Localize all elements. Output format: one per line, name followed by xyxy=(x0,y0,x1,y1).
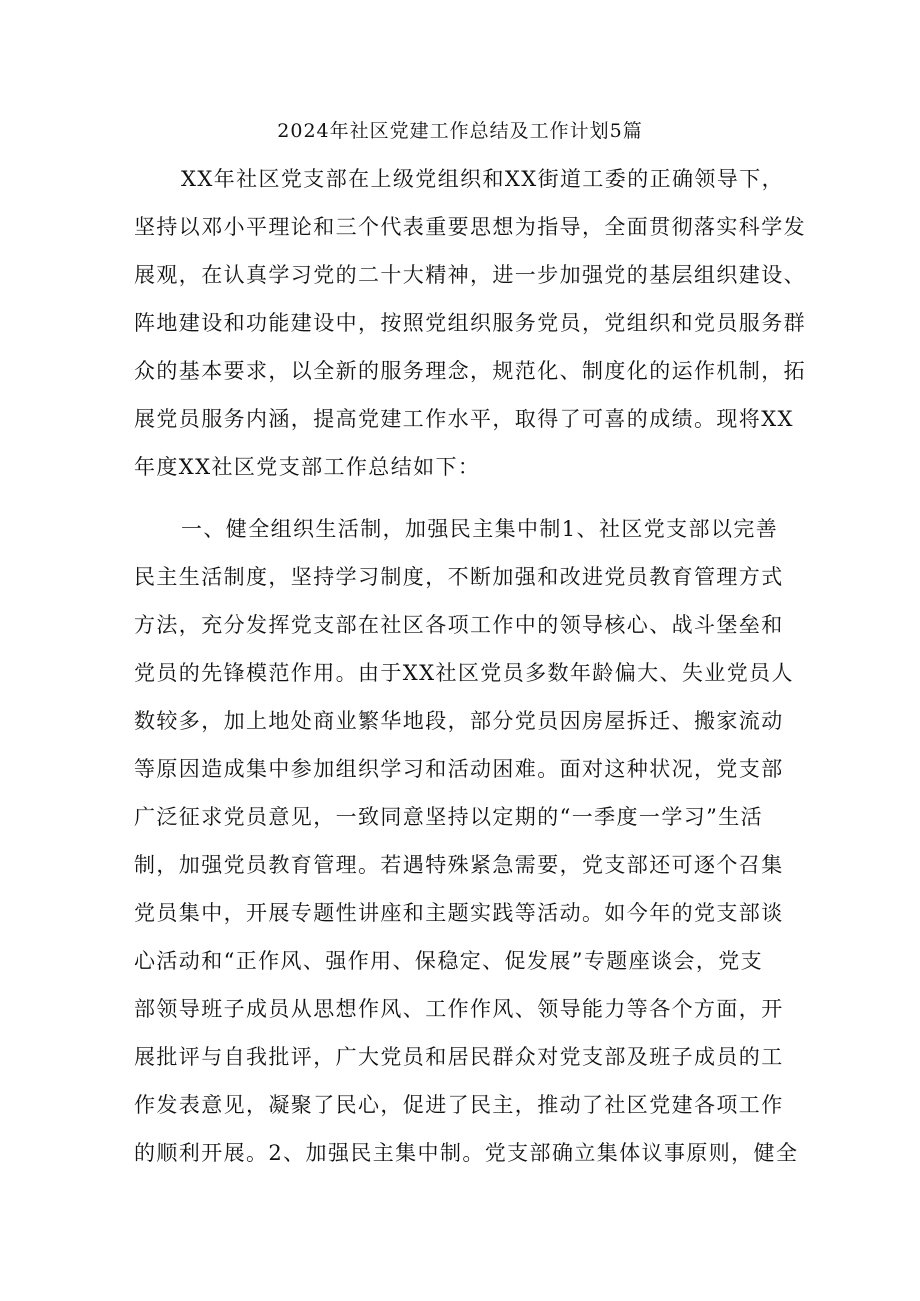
text-line: 阵地建设和功能建设中，按照党组织服务党员，党组织和党员服务群 xyxy=(134,311,806,335)
text-line: 广泛征求党员意见，一致同意坚持以定期的“一季度一学习”生活 xyxy=(134,805,764,829)
text-line: 坚持以邓小平理论和三个代表重要思想为指导，全面贯彻落实科学发 xyxy=(134,215,806,239)
text-line: 民主生活制度，坚持学习制度，不断加强和改进党员教育管理方式 xyxy=(134,565,784,589)
text-line: 年度XX社区党支部工作总结如下： xyxy=(134,455,481,479)
document-title: 2024年社区党建工作总结及工作计划5篇 xyxy=(277,120,643,142)
text-line: 展批评与自我批评，广大党员和居民群众对党支部及班子成员的工 xyxy=(134,1045,784,1069)
text-line: 心活动和“正作风、强作用、保稳定、促发展”专题座谈会，党支 xyxy=(134,949,764,973)
text-line: XX年社区党支部在上级党组织和XX街道工委的正确领导下， xyxy=(181,167,784,191)
text-line: 等原因造成集中参加组织学习和活动困难。面对这种状况，党支部 xyxy=(134,757,784,781)
text-line: 数较多，加上地处商业繁华地段，部分党员因房屋拆迁、搬家流动 xyxy=(134,709,784,733)
text-line: 展党员服务内涵，提高党建工作水平，取得了可喜的成绩。现将XX xyxy=(134,407,794,431)
text-line: 众的基本要求，以全新的服务理念，规范化、制度化的运作机制，拓 xyxy=(134,359,806,383)
text-line: 党员的先锋模范作用。由于XX社区党员多数年龄偏大、失业党员人 xyxy=(134,661,794,685)
text-line: 的顺利开展。2、加强民主集中制。党支部确立集体议事原则，健全 xyxy=(134,1141,799,1165)
text-line: 制，加强党员教育管理。若遇特殊紧急需要，党支部还可逐个召集 xyxy=(134,853,784,877)
text-line: 党员集中，开展专题性讲座和主题实践等活动。如今年的党支部谈 xyxy=(134,901,784,925)
text-line: 作发表意见，凝聚了民心，促进了民主，推动了社区党建各项工作 xyxy=(134,1093,784,1117)
text-line: 一、健全组织生活制，加强民主集中制1、社区党支部以完善 xyxy=(181,517,779,541)
text-line: 方法，充分发挥党支部在社区各项工作中的领导核心、战斗堡垒和 xyxy=(134,613,784,637)
text-line: 展观，在认真学习党的二十大精神，进一步加强党的基层组织建设、 xyxy=(134,263,806,287)
text-line: 部领导班子成员从思想作风、工作作风、领导能力等各个方面，开 xyxy=(134,997,784,1021)
